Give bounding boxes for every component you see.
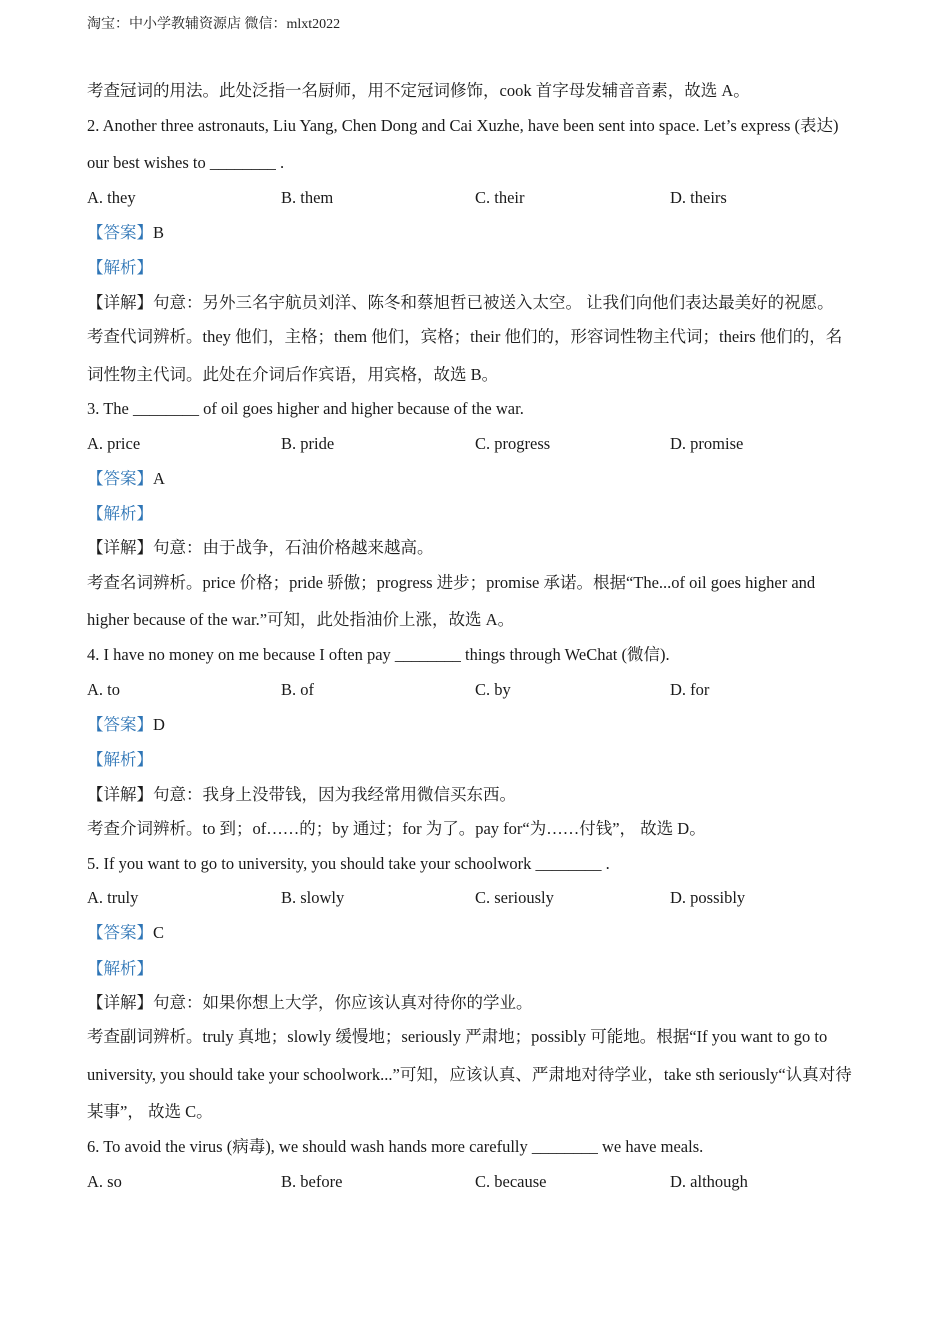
question-3-detail-line-2: 考查名词辨析。price 价格；pride 骄傲；progress 进步；promise 承诺。根据“The...of oil goes higher and <box>87 573 816 592</box>
question-2-detail-line-3: 词性物主代词。此处在介词后作宾语，用宾格，故选 B。 <box>87 365 499 384</box>
question-2-answer <box>87 223 164 243</box>
question-5-option-a: A. truly <box>87 888 139 907</box>
question-4-stem: 4. I have no money on me because I often pay ________ things through WeChat (微信). <box>87 645 670 664</box>
intro-text: 考查冠词的用法。此处泛指一名厨师，用不定冠词修饰，cook 首字母发辅音音素，故选 A。 <box>87 81 750 100</box>
question-6-stem: 6. To avoid the virus (病毒), we should wash hands more carefully ________ we have meals. <box>87 1137 704 1156</box>
question-5-option-d: D. possibly <box>670 888 746 907</box>
question-3-detail-line-3: higher because of the war.”可知，此处指油价上涨，故选 A。 <box>87 610 515 629</box>
question-4-option-a: A. to <box>87 680 120 699</box>
question-2-analysis-label: 【解析】 <box>87 258 153 277</box>
question-3-option-c: C. progress <box>475 434 551 453</box>
question-3-detail-line-1: 【详解】句意：由于战争，石油价格越来越高。 <box>87 538 434 557</box>
question-4-detail-line-1: 【详解】句意：我身上没带钱，因为我经常用微信买东西。 <box>87 785 516 804</box>
question-2-option-a: A. they <box>87 188 136 207</box>
question-2-option-d: D. theirs <box>670 188 727 207</box>
question-6-option-d: D. although <box>670 1172 748 1191</box>
question-5-detail-line-1: 【详解】句意：如果你想上大学，你应该认真对待你的学业。 <box>87 993 533 1012</box>
page-header: 淘宝：中小学教辅资源店 微信：mlxt2022 <box>87 17 341 32</box>
question-3-option-a: A. price <box>87 434 141 453</box>
question-5-stem: 5. If you want to go to university, you should take your schoolwork ________ . <box>87 854 610 873</box>
question-4-analysis-label: 【解析】 <box>87 750 153 769</box>
answer-label: 【答案】 <box>87 469 153 488</box>
question-2-stem-line-1: 2. Another three astronauts, Liu Yang, Chen Dong and Cai Xuzhe, have been sent into space. Let’s express (表达) <box>87 116 839 135</box>
question-3-analysis-label: 【解析】 <box>87 504 153 523</box>
question-5-analysis-label: 【解析】 <box>87 959 153 978</box>
question-2-option-b: B. them <box>281 188 334 207</box>
question-5-detail-line-2: 考查副词辨析。truly 真地；slowly 缓慢地；seriously 严肃地；possibly 可能地。根据“If you want to go to <box>87 1027 828 1046</box>
answer-label: 【答案】 <box>87 715 153 734</box>
question-5-option-b: B. slowly <box>281 888 345 907</box>
question-2-detail-line-1: 【详解】句意：另外三名宇航员刘洋、陈冬和蔡旭哲已被送入太空。 让我们向他们表达最美好的祝愿。 <box>87 293 834 312</box>
question-3-stem: 3. The ________ of oil goes higher and higher because of the war. <box>87 399 524 418</box>
question-3-answer <box>87 469 165 489</box>
question-3-option-d: D. promise <box>670 434 744 453</box>
answer-value: C <box>153 923 165 942</box>
question-5-option-c: C. seriously <box>475 888 554 907</box>
answer-value: B <box>153 223 165 242</box>
question-6-option-b: B. before <box>281 1172 343 1191</box>
question-4-option-b: B. of <box>281 680 314 699</box>
question-2-detail-line-2: 考查代词辨析。they 他们，主格；them 他们，宾格；their 他们的，形容词性物主代词；theirs 他们的，名 <box>87 327 843 346</box>
question-2-stem-line-2: our best wishes to ________ . <box>87 153 285 172</box>
question-5-answer <box>87 923 164 943</box>
question-6-option-c: C. because <box>475 1172 547 1191</box>
question-4-option-c: C. by <box>475 680 511 699</box>
answer-label: 【答案】 <box>87 223 153 242</box>
answer-value: A <box>153 469 165 488</box>
question-5-detail-line-3: university, you should take your schoolwork...”可知，应该认真、严肃地对待学业，take sth seriously“认真对待 <box>87 1065 852 1084</box>
question-4-detail-line-2: 考查介词辨析。to 到；of……的；by 通过；for 为了。pay for“为……付钱”， 故选 D。 <box>87 819 706 838</box>
question-4-option-d: D. for <box>670 680 710 699</box>
answer-label: 【答案】 <box>87 923 153 942</box>
question-3-option-b: B. pride <box>281 434 335 453</box>
question-6-option-a: A. so <box>87 1172 122 1191</box>
question-2-option-c: C. their <box>475 188 525 207</box>
answer-value: D <box>153 715 165 734</box>
question-4-answer <box>87 715 165 735</box>
question-5-detail-line-4: 某事”， 故选 C。 <box>87 1102 213 1121</box>
